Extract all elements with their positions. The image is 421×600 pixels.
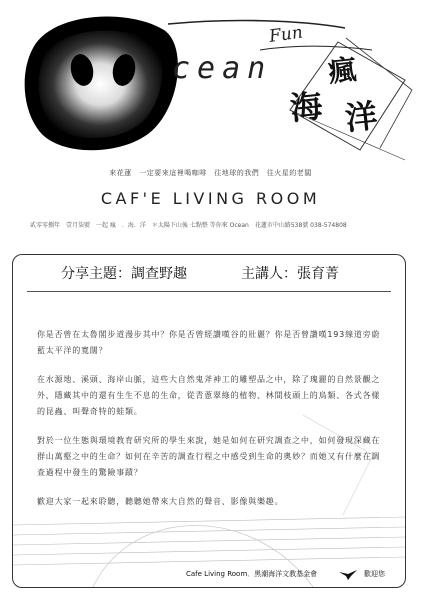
talk-speaker: 主講人：張育菁 bbox=[241, 266, 339, 282]
tagline: 來花蓮 一定要來這裡喝咖啡 往地球的我們 往火星的老闆 bbox=[109, 169, 312, 177]
talk-topic: 分享主題：調查野趣 bbox=[61, 266, 187, 282]
talk-description bbox=[37, 327, 385, 523]
logo-word: cean bbox=[172, 51, 273, 86]
paragraph: 歡迎大家一起來聆聽，聽聽她帶來大自然的聲音、影像與樂趣。 bbox=[37, 497, 284, 506]
logo-fun: Fun bbox=[267, 22, 305, 47]
ocean-fun-logo bbox=[0, 0, 421, 245]
logo-char-1: 瘋 bbox=[326, 52, 358, 89]
logo-char-3: 洋 bbox=[343, 96, 380, 138]
paragraph: 你是否曾在太魯閣步道漫步其中？你是否曾經讚嘆谷的壯麗？你是否曾讚嘆193線道旁蔚藍太平洋的寬闊？ bbox=[37, 330, 381, 355]
card-header bbox=[13, 255, 405, 287]
logo-char-2: 海 bbox=[288, 86, 325, 128]
event-address: 貳零零捌年 壹月柒號 一起 瘋 ．海．洋 ＊太陽下山後 七點整 等你來 Ocean 花蓮市中山路538號 038-574808 bbox=[30, 222, 347, 229]
footer-welcome: 歡迎您 bbox=[364, 570, 385, 578]
cafe-title: CAF'E LIVING ROOM bbox=[100, 189, 321, 208]
mask-o-icon bbox=[25, 16, 178, 150]
bird-icon bbox=[339, 570, 357, 580]
talk-card bbox=[12, 254, 406, 588]
paragraph: 在水源地、溪頭、海岸山脈，這些大自然鬼斧神工的雕塑品之中，除了瑰麗的自然景觀之外，隱藏其中的還有生生不息的生命，從青蔥翠綠的植物、林間枝頭上的鳥類、各式各樣的昆蟲、叫聲奇特的蛙類。 bbox=[37, 375, 381, 416]
header-divider bbox=[27, 291, 391, 292]
footer-organizers: Cafe Living Room．黑潮海洋文教基金會 bbox=[186, 570, 318, 578]
paragraph: 對於一位生態與環境教育研究所的學生來說，她是如何在研究調查之中，如何發現深藏在群山萬壑之中的生命？如何在辛苦的調查行程之中感受到生命的奧妙？而她又有什麼在調查過程中發生的驚險事蹟？ bbox=[37, 436, 381, 477]
